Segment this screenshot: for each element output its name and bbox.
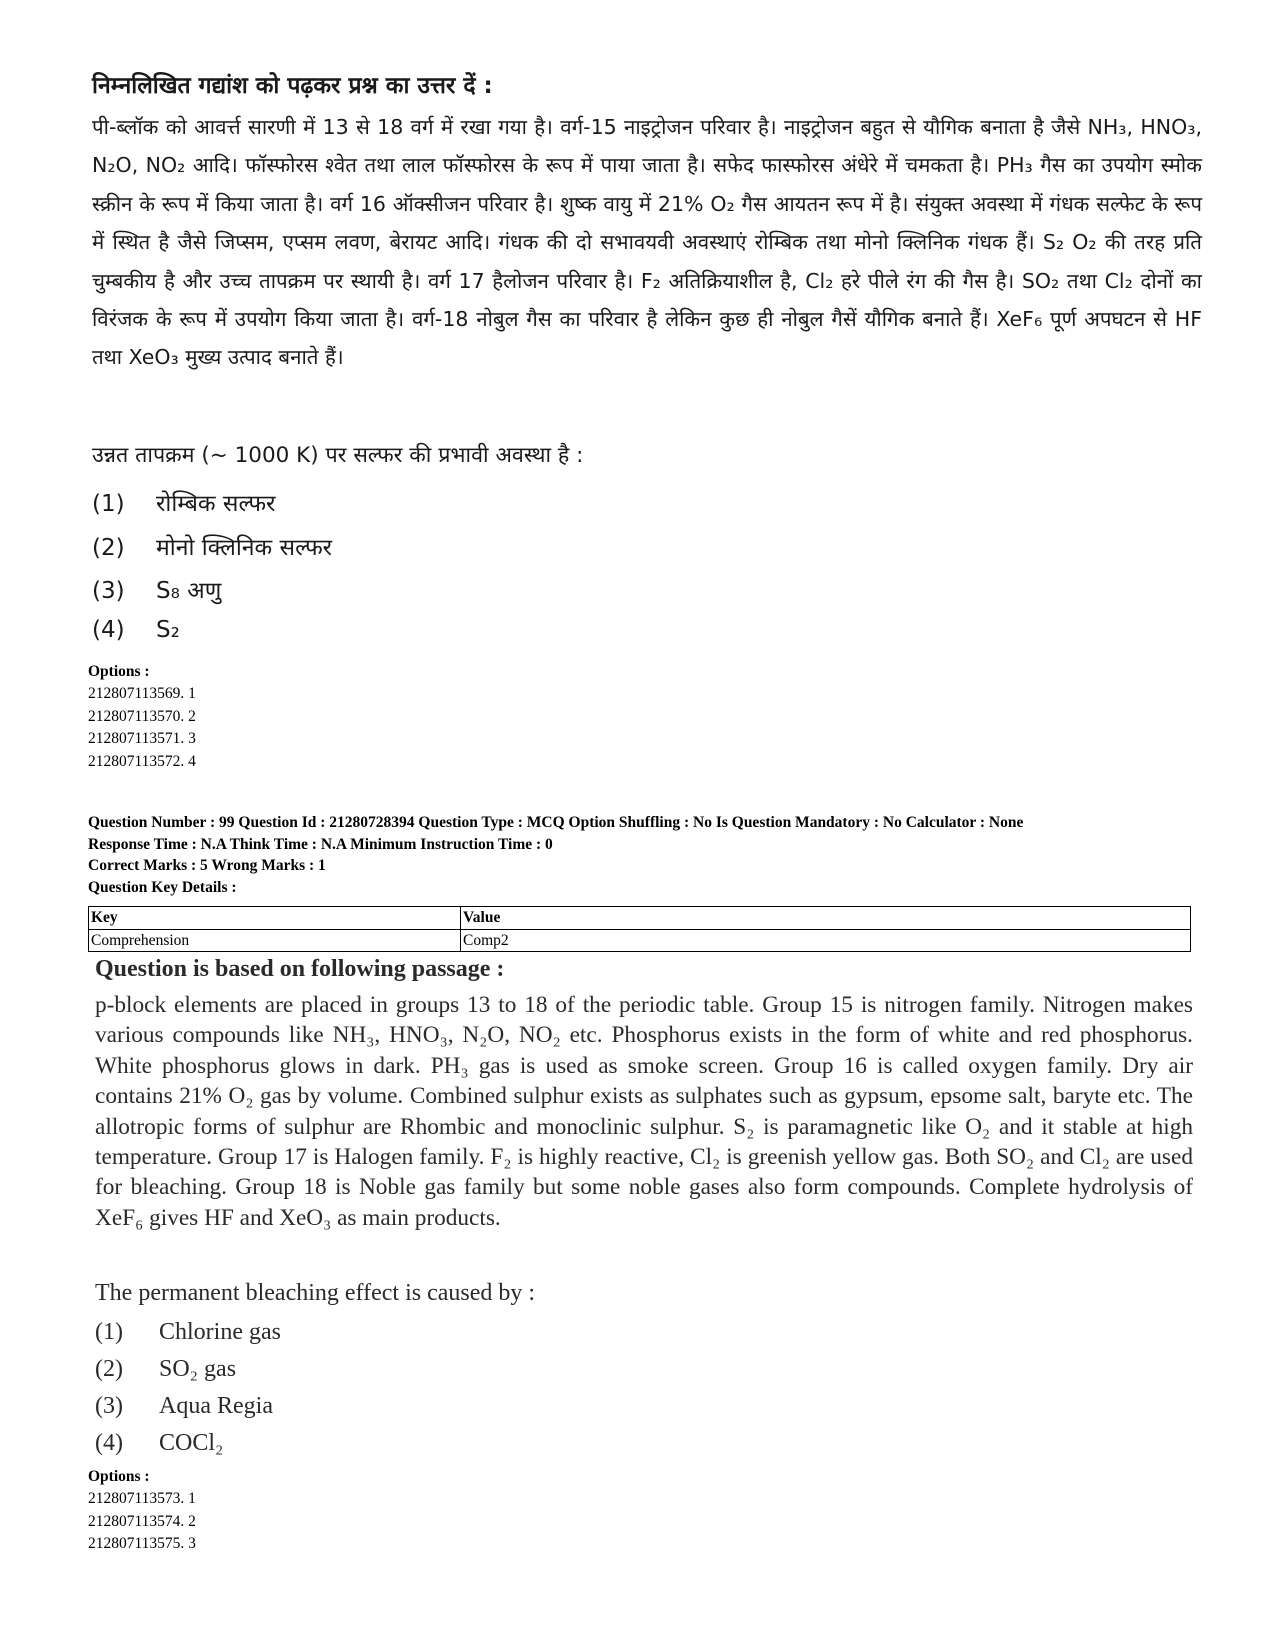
option-id: 212807113569. 1 bbox=[88, 685, 196, 702]
hindi-option-1: (1) रोम्बिक सल्फर bbox=[92, 491, 276, 517]
english-option-3: (3) Aqua Regia bbox=[95, 1393, 273, 1419]
hindi-option-list bbox=[92, 486, 332, 660]
marks-info-line: Correct Marks : 5 Wrong Marks : 1 bbox=[88, 857, 326, 874]
question-metadata bbox=[88, 812, 1198, 898]
timing-info-line: Response Time : N.A Think Time : N.A Minimum Instruction Time : 0 bbox=[88, 835, 553, 853]
table-row bbox=[89, 929, 1191, 952]
option-id: 212807113575. 3 bbox=[88, 1535, 196, 1552]
english-option-4: (4) COCl₂ bbox=[95, 1430, 224, 1456]
key-details-label: Question Key Details : bbox=[88, 878, 237, 896]
hindi-passage: पी-ब्लॉक को आवर्त्त सारणी में 13 से 18 वर्ग में रखा गया है। वर्ग-15 नाइट्रोजन परिवार है। नाइट्रोजन बहुत से यौगिक बनाता है जैसे NH₃, HNO₃, N₂O, NO₂ आदि। फॉस्फोरस श्वेत तथा लाल फॉस्फोरस के रूप में पाया जाता है। सफेद फास्फोरस अंधेरे में चमकता है। PH₃ गैस का उपयोग स्मोक स्क्रीन के रूप में किया जाता है। वर्ग 16 ऑक्सीजन परिवार है। शुष्क वायु में 21% O₂ गैस आयतन रूप में है। संयुक्त अवस्था में गंधक सल्फेट के रूप में स्थित है जैसे जिप्सम, एप्सम लवण, बेरायट आदि। गंधक की दो सभावयवी अवस्थाएं रोम्बिक तथा मोनो क्लिनिक गंधक हैं। S₂ O₂ की तरह प्रति चुम्बकीय है और उच्च तापक्रम पर स्थायी है। वर्ग 17 हैलोजन परिवार है। F₂ अतिक्रियाशील है, Cl₂ हरे पीले रंग की गैस है। SO₂ तथा Cl₂ दोनों का विरंजक के रूप में उपयोग किया जाता है। वर्ग-18 नोबुल गैस का परिवार है लेकिन कुछ ही नोबुल गैसें यौगिक बनाते हैं। XeF₆ पूर्ण अपघटन से HF तथा XeO₃ मुख्य उत्पाद बनाते हैं। bbox=[92, 115, 1202, 370]
english-option-list bbox=[95, 1319, 281, 1467]
english-passage: p-block elements are placed in groups 13 to 18 of the periodic table. Group 15 is nitrogen family. Nitrogen makes various compounds like NH₃, HNO₃, N₂O, NO₂ etc. Phosphorus exists in the form of white and red phosphorus. White phosphorus glows in dark. PH₃ gas is used as smoke screen. Group 16 is called oxygen family. Dry air contains 21% O₂ gas by volume. Combined sulphur exists as sulphates such as gypsum, epsome salt, baryte etc. The allotropic forms of sulphur are Rhombic and monoclinic sulphur. S₂ is paramagnetic like O₂ and it stable at high temperature. Group 17 is Halogen family. F₂ is highly reactive, Cl₂ is greenish yellow gas. Both SO₂ and Cl₂ are used for bleaching. Group 18 is Noble gas family but some noble gases also form compounds. Complete hydrolysis of XeF₆ gives HF and XeO₃ as main products. bbox=[95, 992, 1193, 1231]
option-id: 212807113571. 3 bbox=[88, 730, 196, 747]
option-id: 212807113573. 1 bbox=[88, 1490, 196, 1507]
hindi-option-4: (4) S₂ bbox=[92, 616, 180, 643]
option-id-list bbox=[88, 1488, 196, 1556]
table-cell: Comp2 bbox=[461, 929, 1191, 952]
hindi-passage-heading: निम्नलिखित गद्यांश को पढ़कर प्रश्न का उत्तर दें : bbox=[92, 73, 493, 99]
option-id-list bbox=[88, 683, 196, 773]
option-id: 212807113572. 4 bbox=[88, 752, 196, 770]
english-option-2: (2) SO₂ gas bbox=[95, 1356, 237, 1382]
english-option-1: (1) Chlorine gas bbox=[95, 1319, 281, 1345]
english-question-text: The permanent bleaching effect is caused by : bbox=[95, 1280, 536, 1306]
table-cell: Comprehension bbox=[89, 929, 461, 952]
options-label: Options : bbox=[88, 1468, 150, 1485]
table-header-cell: Value bbox=[461, 907, 1191, 930]
option-id: 212807113574. 2 bbox=[88, 1512, 196, 1530]
hindi-option-2: (2) मोनो क्लिनिक सल्फर bbox=[92, 534, 333, 561]
hindi-question-text: उन्नत तापक्रम (~ 1000 K) पर सल्फर की प्रभावी अवस्था है : bbox=[92, 443, 584, 468]
option-id: 212807113570. 2 bbox=[88, 707, 196, 725]
options-label: Options : bbox=[88, 663, 150, 680]
question-info-line: Question Number : 99 Question Id : 21280728394 Question Type : MCQ Option Shuffling : No Is Question Mandatory : No Calculator : None bbox=[88, 814, 1024, 831]
table-header-cell: Key bbox=[89, 907, 461, 930]
question-key-table bbox=[88, 906, 1191, 952]
hindi-option-3: (3) S₈ अणु bbox=[92, 578, 222, 604]
table-header-row bbox=[89, 907, 1191, 930]
english-passage-heading: Question is based on following passage : bbox=[95, 956, 505, 982]
